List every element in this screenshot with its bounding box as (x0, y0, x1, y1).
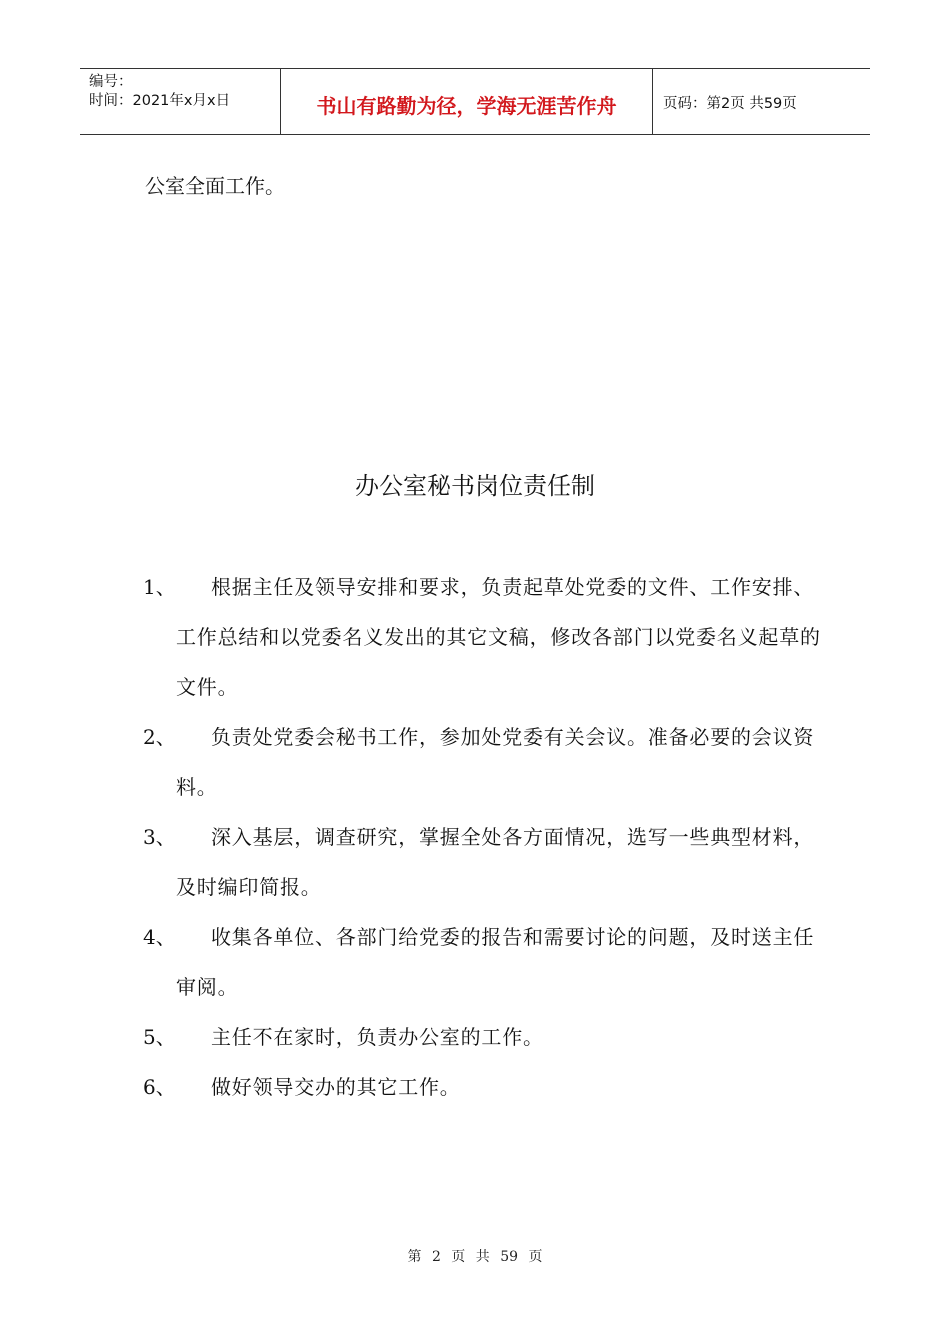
continuation-paragraph: 公室全面工作。 (145, 174, 285, 198)
document-title: 办公室秘书岗位责任制 (355, 472, 595, 500)
list-item-text: 负责处党委会秘书工作，参加处党委有关会议。准备必要的会议资料。 (176, 725, 815, 799)
list-item (143, 812, 823, 912)
header-page-info: 页码：第2页 共59页 (663, 96, 797, 112)
header-time-label: 时间：2021年x月x日 (89, 93, 231, 109)
list-item (143, 712, 823, 812)
list-item-number: 5、 (143, 1025, 176, 1049)
header-meta-cell (80, 69, 281, 134)
list-item (143, 1012, 823, 1062)
list-item-number: 3、 (143, 825, 176, 849)
list-item-number: 2、 (143, 725, 176, 749)
page-footer: 第 2 页 共 59 页 (407, 1249, 543, 1265)
list-item-number: 6、 (143, 1075, 176, 1099)
list-item-number: 1、 (143, 575, 176, 599)
list-item-text: 根据主任及领导安排和要求，负责起草处党委的文件、工作安排、工作总结和以党委名义发出的其它文稿，修改各部门以党委名义起草的文件。 (176, 575, 821, 699)
page-header (80, 68, 870, 135)
list-item (143, 1062, 823, 1112)
header-number-label: 编号： (89, 74, 133, 90)
list-item (143, 562, 823, 712)
list-item (143, 912, 823, 1012)
list-item-text: 做好领导交办的其它工作。 (211, 1075, 461, 1099)
header-motto: 书山有路勤为径，学海无涯苦作舟 (281, 69, 653, 134)
list-item-text: 深入基层，调查研究，掌握全处各方面情况，选写一些典型材料，及时编印简报。 (176, 825, 815, 899)
list-item-number: 4、 (143, 925, 176, 949)
responsibility-list (143, 562, 823, 1112)
list-item-text: 主任不在家时，负责办公室的工作。 (211, 1025, 544, 1049)
list-item-text: 收集各单位、各部门给党委的报告和需要讨论的问题，及时送主任审阅。 (176, 925, 815, 999)
